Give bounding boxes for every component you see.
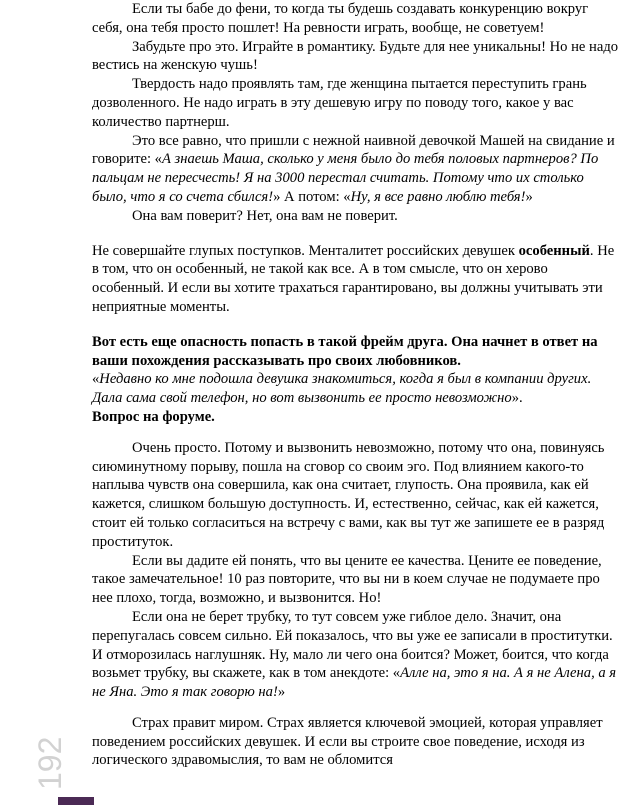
page-body <box>92 0 620 770</box>
forum-question-label: Вопрос на форуме. <box>92 408 215 425</box>
paragraph-8: Очень просто. Потому и вызвонить невозможно, потому что она, повинуясь сиюминутному порыву, пошла на сговор со своим эго. Под влиянием какого-то наплыва чувств она совершила, как она считает, глупость. Она проявила, как ей кажется, слишком большую доступность. И, естественно, сейчас, как ей кажется, стоит ей только согласиться на встречу с вами, как вы тут же запишете ее в разряд проституток. <box>92 439 605 550</box>
paragraph-7: Вот есть еще опасность попасть в такой фрейм друга. Она начнет в ответ на ваши похождения рассказывать про своих любовников. «Недавно ко мне подошла девушка знакомиться, когда я был в компании других. Дала сама свой телефон, но вот вызвонить ее просто невозможно». Вопрос на форуме. <box>92 333 598 425</box>
paragraph-2: Забудьте про это. Играйте в романтику. Будьте для нее уникальны! Но не надо вестись на женскую чушь! <box>92 38 619 74</box>
forum-quote: Недавно ко мне подошла девушка знакомиться, когда я был в компании других. Дала сама свой телефон, но вот вызвонить ее просто невозможно <box>92 371 592 407</box>
love-quote: Ну, я все равно люблю тебя! <box>350 188 526 205</box>
paragraph-4: Это все равно, что пришли с нежной наивной девочкой Машей на свидание и говорите: «А знаешь Маша, сколько у меня было до тебя половых партнеров? По пальцам не пересчесть! Я на 3000 перестал считать. Потому что их столько было, что я со счета сбился!» А потом: «Ну, я все равно люблю тебя!» <box>92 132 615 205</box>
paragraph-3: Твердость надо проявлять там, где женщина пытается переступить грань дозволенного. Не надо играть в эту дешевую игру по поводу того, какое у вас количество партнерш. <box>92 76 587 130</box>
paragraph-5: Она вам поверит? Нет, она вам не поверит. <box>132 207 398 224</box>
masha-quote: А знаешь Маша, сколько у меня было до тебя половых партнеров? По пальцам не пересчесть! Я на 3000 перестал считать. Потому что их столько было, что я со счета сбился! <box>92 151 599 205</box>
paragraph-10: Если она не берет трубку, то тут совсем уже гиблое дело. Значит, она перепугалась совсем сильно. Ей показалось, что вы уже ее записали в проститутки. И отморозилась наглушняк. Ну, мало ли чего она боится? Может, боится, что когда возьмет трубку, вы скажете, как в том анекдоте: «Алле на, это я на. А я не Алена, а я не Яна. Это я так говорю на!» <box>92 608 617 701</box>
text-block <box>92 0 620 770</box>
accent-bar <box>58 797 94 805</box>
paragraph-9: Если вы дадите ей понять, что вы цените ее качества. Цените ее поведение, такое замечательное! 10 раз повторите, что вы ни в коем случае не подумаете про нее плохо, тогда, возможно, и вызвонится. Но! <box>92 552 602 607</box>
paragraph-6: Не совершайте глупых поступков. Менталитет российских девушек особенный. Не в том, что он особенный, не такой как все. А в том смысле, что он херово особенный. И если вы хотите трахаться гарантировано, вы должны учитывать эти неприятные моменты. <box>92 242 615 315</box>
page-number: 192 <box>32 736 68 790</box>
friend-frame-heading: Вот есть еще опасность попасть в такой фрейм друга. Она начнет в ответ на ваши похождения рассказывать про своих любовников. <box>92 333 598 369</box>
paragraph-1: Если ты бабе до фени, то когда ты будешь создавать конкуренцию вокруг себя, она тебя просто пошлет! На ревности играть, вообще, не советуем! <box>92 1 589 36</box>
paragraph-11: Страх правит миром. Страх является ключевой эмоцией, которая управляет поведением российских девушек. И если вы строите свое поведение, исходя из логического здравомыслия, то вам не обломится <box>92 714 603 769</box>
emphasis-special: особенный <box>518 242 590 259</box>
anecdote-quote: Алле на, это я на. А я не Алена, а я не Яна. Это я так говорю на! <box>92 665 617 701</box>
